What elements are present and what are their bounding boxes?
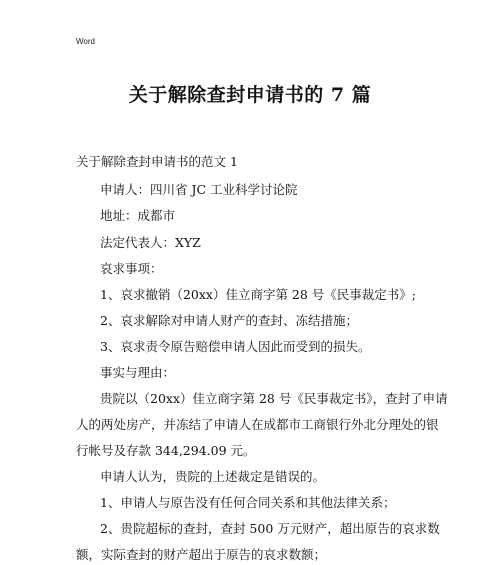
reason-line: 额，实际查封的财产超出于原告的哀求数额；: [76, 547, 327, 562]
document-title: 关于解除查封申请书的 7 篇: [128, 84, 372, 106]
facts-paragraph-line: 贵院以（20xx）佳立商字第 28 号《民事裁定书》，查封了申请: [100, 391, 448, 406]
facts-paragraph-line: 人的两处房产，并冻结了申请人在成都市工商银行外北分理处的银: [76, 417, 439, 432]
request-item: 3、哀求责令原告赔偿申请人因此而受到的损失。: [100, 339, 371, 354]
reason-line: 1、申请人与原告没有任何合同关系和其他法律关系；: [100, 495, 396, 510]
applicant-line: 申请人：四川省 JC 工业科学讨论院: [100, 182, 298, 197]
reason-line: 2、贵院超标的查封，查封 500 万元财产，超出原告的哀求数: [100, 521, 440, 536]
header-app-label: Word: [76, 37, 95, 46]
opinion-line: 申请人认为，贵院的上述裁定是错误的。: [100, 469, 326, 484]
facts-paragraph-line: 行帐号及存款 344,294.09 元。: [76, 443, 256, 458]
request-item: 1、哀求撤销（20xx）佳立商字第 28 号《民事裁定书》;: [100, 287, 417, 302]
address-line: 地址：成都市: [100, 208, 176, 223]
requests-heading: 哀求事项：: [100, 261, 163, 276]
facts-heading: 事实与理由：: [100, 365, 176, 380]
document-subtitle: 关于解除查封申请书的范文 1: [76, 154, 238, 169]
legal-rep-line: 法定代表人：XYZ: [100, 235, 201, 250]
request-item: 2、哀求解除对申请人财产的查封、冻结措施；: [100, 313, 358, 328]
